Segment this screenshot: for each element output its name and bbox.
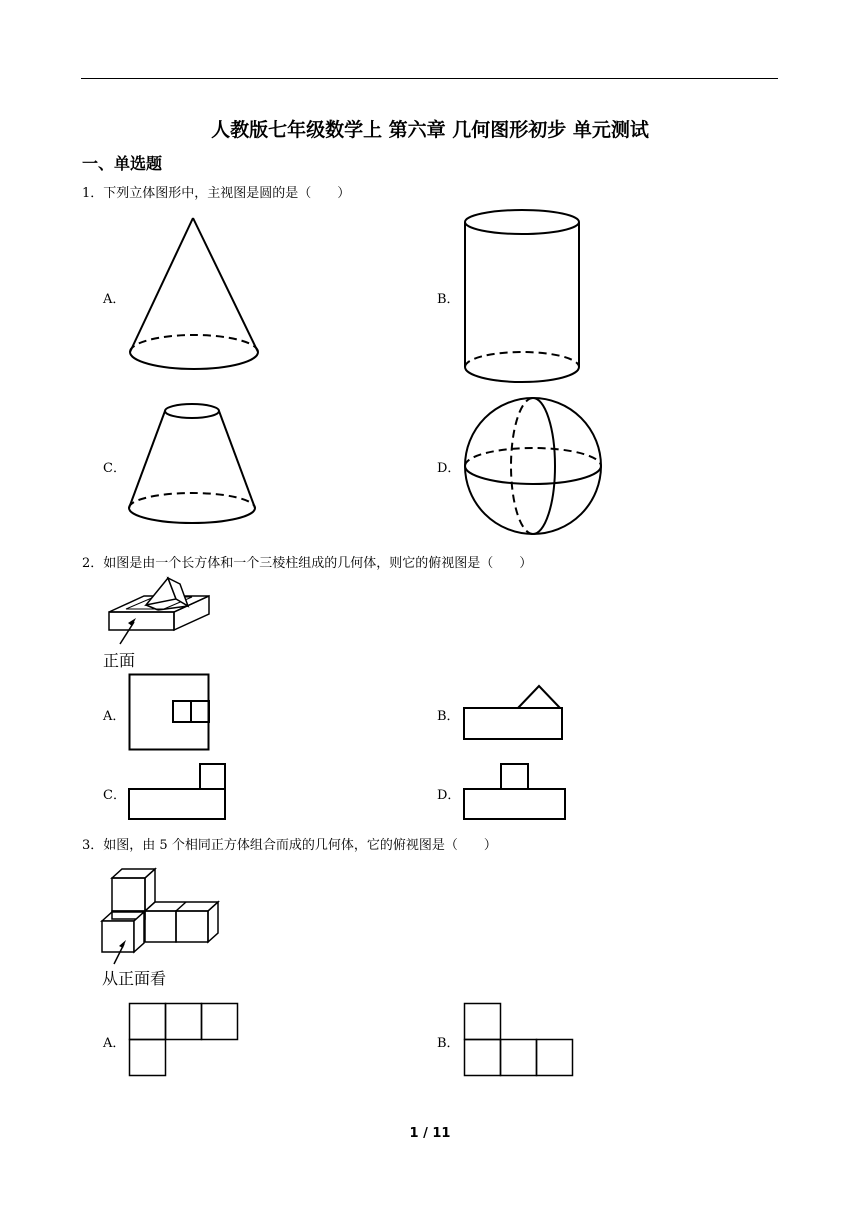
q3-option-a-label: A． xyxy=(103,1036,126,1051)
question-3 xyxy=(82,834,497,853)
q2-option-a-figure xyxy=(128,673,212,753)
question-number: 1． xyxy=(82,186,104,201)
q2-option-a-label: A． xyxy=(103,709,126,724)
q1-option-b-label: B． xyxy=(437,292,460,307)
q2-option-c-figure xyxy=(127,762,229,822)
header-rule xyxy=(81,78,778,79)
q3-figure-caption: 从正面看 xyxy=(102,969,167,988)
q2-option-b-label: B． xyxy=(437,709,460,724)
cylinder-figure xyxy=(460,205,588,387)
q2-option-d-figure xyxy=(462,762,568,822)
q2-option-d-label: D． xyxy=(437,788,461,803)
question-number: 3． xyxy=(82,838,104,853)
q2-solid-figure xyxy=(104,576,216,658)
q1-option-c-label: C． xyxy=(103,461,126,476)
question-stem: 下列立体图形中，主视图是圆的是（ ） xyxy=(103,186,351,201)
question-stem: 如图，由 5 个相同正方体组合而成的几何体，它的俯视图是（ ） xyxy=(103,838,497,853)
q2-option-c-label: C． xyxy=(103,788,126,803)
frustum-figure xyxy=(125,400,263,528)
cone-figure xyxy=(125,212,265,372)
question-stem: 如图是由一个长方体和一个三棱柱组成的几何体，则它的俯视图是（ ） xyxy=(103,556,533,571)
question-number: 2． xyxy=(82,556,104,571)
question-2 xyxy=(82,552,532,571)
section-heading: 一、单选题 xyxy=(82,154,163,173)
q1-option-d-label: D． xyxy=(437,461,461,476)
q3-cubes-figure xyxy=(98,866,224,970)
q3-option-a-figure xyxy=(128,1002,240,1078)
page-title: 人教版七年级数学上 第六章 几何图形初步 单元测试 xyxy=(211,119,649,141)
sphere-figure xyxy=(460,393,606,539)
q3-option-b-label: B． xyxy=(437,1036,460,1051)
q3-option-b-figure xyxy=(463,1002,575,1078)
question-1 xyxy=(82,182,350,201)
q2-option-b-figure xyxy=(462,683,566,743)
page-number: 1 / 11 xyxy=(409,1126,451,1141)
q1-option-a-label: A． xyxy=(103,292,126,307)
q2-figure-caption: 正面 xyxy=(103,651,136,670)
